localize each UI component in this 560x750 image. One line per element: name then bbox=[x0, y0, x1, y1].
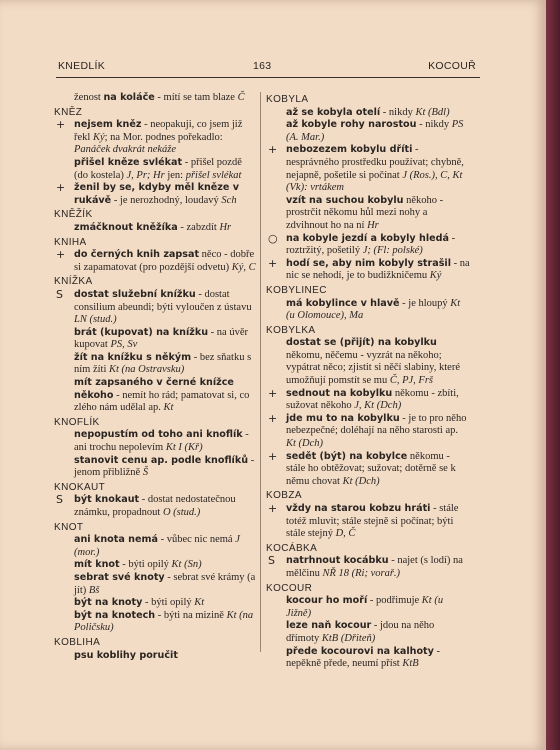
right-column bbox=[266, 92, 470, 671]
entry-marker: + bbox=[56, 248, 66, 262]
header-rule bbox=[56, 77, 480, 78]
entry-text: být knokaut - dostat nedostatečnou známku, propadnout O (stud.) bbox=[74, 494, 236, 518]
idiom-entry bbox=[54, 182, 256, 207]
entry-marker: + bbox=[56, 181, 66, 195]
entry-marker: S bbox=[268, 554, 275, 568]
idiom-entry bbox=[54, 572, 256, 597]
idiom-entry bbox=[266, 195, 470, 233]
entry-text: ženil by se, kdyby měl kněze v rukávě - je nerozhodný, loudavý Sch bbox=[74, 182, 239, 206]
entry-marker: + bbox=[268, 449, 278, 463]
idiom-entry bbox=[54, 650, 256, 663]
idiom-entry bbox=[54, 377, 256, 415]
book-spine bbox=[546, 0, 560, 750]
entry-text: leze naň kocour - jdou na něho dřímoty KtB (Dřiteň) bbox=[286, 620, 435, 644]
headword: KNOT bbox=[54, 521, 84, 533]
entry-text: nepopustím od toho ani knoflík - ani trochu nepolevím Kt I (Kř) bbox=[74, 429, 249, 454]
entry-text: žít na knížku s někým - bez sňatku s ním žíti Kt (na Ostravsku) bbox=[74, 351, 252, 376]
entry-text: vždy na starou kobzu hráti - stále totéž mluvit; stále stejně si počínat; býti stále stejný D, Č bbox=[286, 503, 459, 540]
entry-text: natrhnout kocábku - najet (s lodí) na mělčinu NŘ 18 (Ri; vorař.) bbox=[286, 555, 463, 579]
entry-text: nebozezem kobylu dříti - nesprávného prostředku používat; chybně, nejapně, pošetile si počínat J (Ros.), C, Kt (Vk): vrtákem bbox=[286, 144, 464, 194]
idiom-entry bbox=[54, 157, 256, 182]
entry-text: ani knota nemá - vůbec nic nemá J (mor.) bbox=[74, 534, 240, 558]
idiom-entry bbox=[54, 327, 256, 352]
idiom-entry bbox=[54, 289, 256, 327]
idiom-entry bbox=[266, 413, 470, 451]
entry-text: dostat služební knížku - dostat consilium abeundi; býti vyloučen z ústavu LN (stud.) bbox=[74, 288, 252, 326]
entry-text: hodí se, aby nim kobyly strašil - na nic se nehodí, je to budižkničemu Ký bbox=[286, 257, 470, 282]
entry-marker: + bbox=[268, 502, 278, 515]
idiom-entry bbox=[54, 494, 256, 519]
idiom-entry bbox=[266, 298, 470, 323]
idiom-entry bbox=[266, 595, 470, 620]
column-divider bbox=[260, 92, 261, 652]
entry-text: dostat se (přijít) na kobylku někomu, něčemu - vyzrát na někoho; vypátrat něco; zjistit si něčí slabiny, které umožňují pomstít se mu Č, PJ, Frš bbox=[286, 337, 460, 387]
headword: KOCÁBKA bbox=[266, 542, 318, 554]
entry-text: sebrat své knoty - sebrat své krámy (a jít) Bš bbox=[74, 571, 256, 596]
idiom-entry bbox=[54, 610, 256, 635]
running-header bbox=[58, 60, 476, 74]
entry-marker: + bbox=[268, 386, 278, 400]
entry-text: sedět (být) na kobylce někomu - stále ho obtěžovat; sužovat; dotěrně se k němu chovat Kt (Dch) bbox=[286, 450, 456, 487]
idiom-entry bbox=[54, 559, 256, 572]
headword: KNOKAUT bbox=[54, 481, 106, 493]
entry-text: stanovit cenu ap. podle knoflíků - jenom přibližně Š bbox=[74, 454, 255, 479]
idiom-entry bbox=[54, 429, 256, 454]
idiom-entry bbox=[266, 119, 470, 144]
idiom-entry bbox=[54, 222, 256, 235]
entry-text: být na knoty - býti opilý Kt bbox=[74, 597, 205, 609]
entry-marker: S bbox=[56, 493, 63, 507]
entry-text: vzít na suchou kobylu někoho - prostrčit někomu hůl mezi nohy a zdvihnout ho na ní Hr bbox=[286, 194, 444, 231]
idiom-entry bbox=[54, 534, 256, 559]
idiom-entry bbox=[266, 555, 470, 580]
entry-text: jde mu to na kobylku - je to pro něho nebezpečné; doléhají na něho starosti ap. Kt (Dch) bbox=[286, 412, 467, 450]
entry-text: na kobyle jezdí a kobyly hledá - roztržitý, pošetilý J; (Fl: polské) bbox=[286, 232, 456, 257]
headword: KNĚZ bbox=[54, 106, 83, 118]
page-number: 163 bbox=[253, 60, 272, 72]
idiom-entry bbox=[266, 233, 470, 258]
idiom-entry bbox=[54, 455, 256, 480]
idiom-entry bbox=[266, 646, 470, 671]
entry-continuation bbox=[54, 92, 256, 105]
entry-text: brát (kupovat) na knížku - na úvěr kupovat PS, Sv bbox=[74, 326, 248, 351]
headword: KOBLIHA bbox=[54, 636, 101, 648]
entry-text: až kobyle rohy narostou - nikdy PS (A. Mar.) bbox=[286, 119, 464, 143]
entry-text: být na knotech - býti na mizině Kt (na Poličsku) bbox=[74, 609, 254, 634]
entry-text: kocour ho moří - podřimuje Kt (u Jižně) bbox=[286, 595, 444, 619]
idiom-entry bbox=[54, 119, 256, 157]
entry-marker: + bbox=[268, 256, 278, 270]
entry-text: mít zapsaného v černé knížce někoho - nemít ho rád; pamatovat si, co zlého nám udělal ap. Kt bbox=[74, 377, 250, 414]
entry-text: ženost na koláče - mítí se tam blaze Č bbox=[74, 92, 245, 103]
headword: KOBYLKA bbox=[266, 324, 316, 336]
headword: KNĚŽÍK bbox=[54, 209, 93, 221]
entry-text: mít knot - býti opilý Kt (Sn) bbox=[74, 559, 202, 571]
headword: KOBYLA bbox=[266, 94, 309, 105]
idiom-entry bbox=[266, 144, 470, 194]
headword: KNOFLÍK bbox=[54, 416, 100, 428]
idiom-entry bbox=[266, 388, 470, 413]
idiom-entry bbox=[266, 258, 470, 283]
entry-text: do černých knih zapsat něco - dobře si zapamatovat (pro pozdější odvetu) Ký, C bbox=[74, 249, 256, 273]
entry-text: přede kocourovi na kalhoty - nepěkně přede, neumí příst KtB bbox=[286, 645, 441, 670]
entry-marker: + bbox=[56, 118, 66, 132]
entry-text: sednout na kobylku někomu - zbíti, sužovat někoho J, Kt (Dch) bbox=[286, 387, 459, 412]
idiom-entry bbox=[54, 352, 256, 377]
headword: KOBZA bbox=[266, 490, 302, 502]
idiom-entry bbox=[266, 451, 470, 489]
entry-text: zmáčknout kněžíka - zabzdít Hr bbox=[74, 221, 232, 233]
entry-text: přišel kněze svlékat - přišel pozdě (do kostela) J, Pr; Hr jen: přišel svlékat bbox=[74, 156, 242, 181]
entry-marker: ○ bbox=[268, 231, 278, 245]
idiom-entry bbox=[54, 249, 256, 274]
headword: KOCOUR bbox=[266, 582, 313, 594]
entry-marker: S bbox=[56, 287, 63, 301]
idiom-entry bbox=[266, 503, 470, 541]
headword: KOBYLINEC bbox=[266, 284, 327, 296]
idiom-entry bbox=[266, 620, 470, 645]
header-left-guideword: KNEDLÍK bbox=[58, 60, 106, 72]
entry-text: má kobylince v hlavě - je hloupý Kt (u Olomouce), Ma bbox=[286, 297, 461, 322]
entry-text: až se kobyla otelí - nikdy Kt (Bdl) bbox=[286, 106, 450, 118]
headword: KNIHA bbox=[54, 236, 87, 248]
idiom-entry bbox=[266, 107, 470, 120]
entry-text: psu koblihy poručit bbox=[74, 649, 178, 661]
entry-text: nejsem kněz - neopakuji, co jsem již řekl Ký; na Mor. podnes pořekadlo: Panáček dvakrát nekáže bbox=[74, 119, 243, 156]
header-right-guideword: KOCOUŘ bbox=[428, 60, 476, 72]
idiom-entry bbox=[54, 597, 256, 610]
idiom-entry bbox=[266, 337, 470, 387]
entry-marker: + bbox=[268, 143, 278, 157]
left-column bbox=[54, 92, 256, 662]
entry-marker: + bbox=[268, 411, 278, 425]
headword: KNÍŽKA bbox=[54, 276, 93, 288]
